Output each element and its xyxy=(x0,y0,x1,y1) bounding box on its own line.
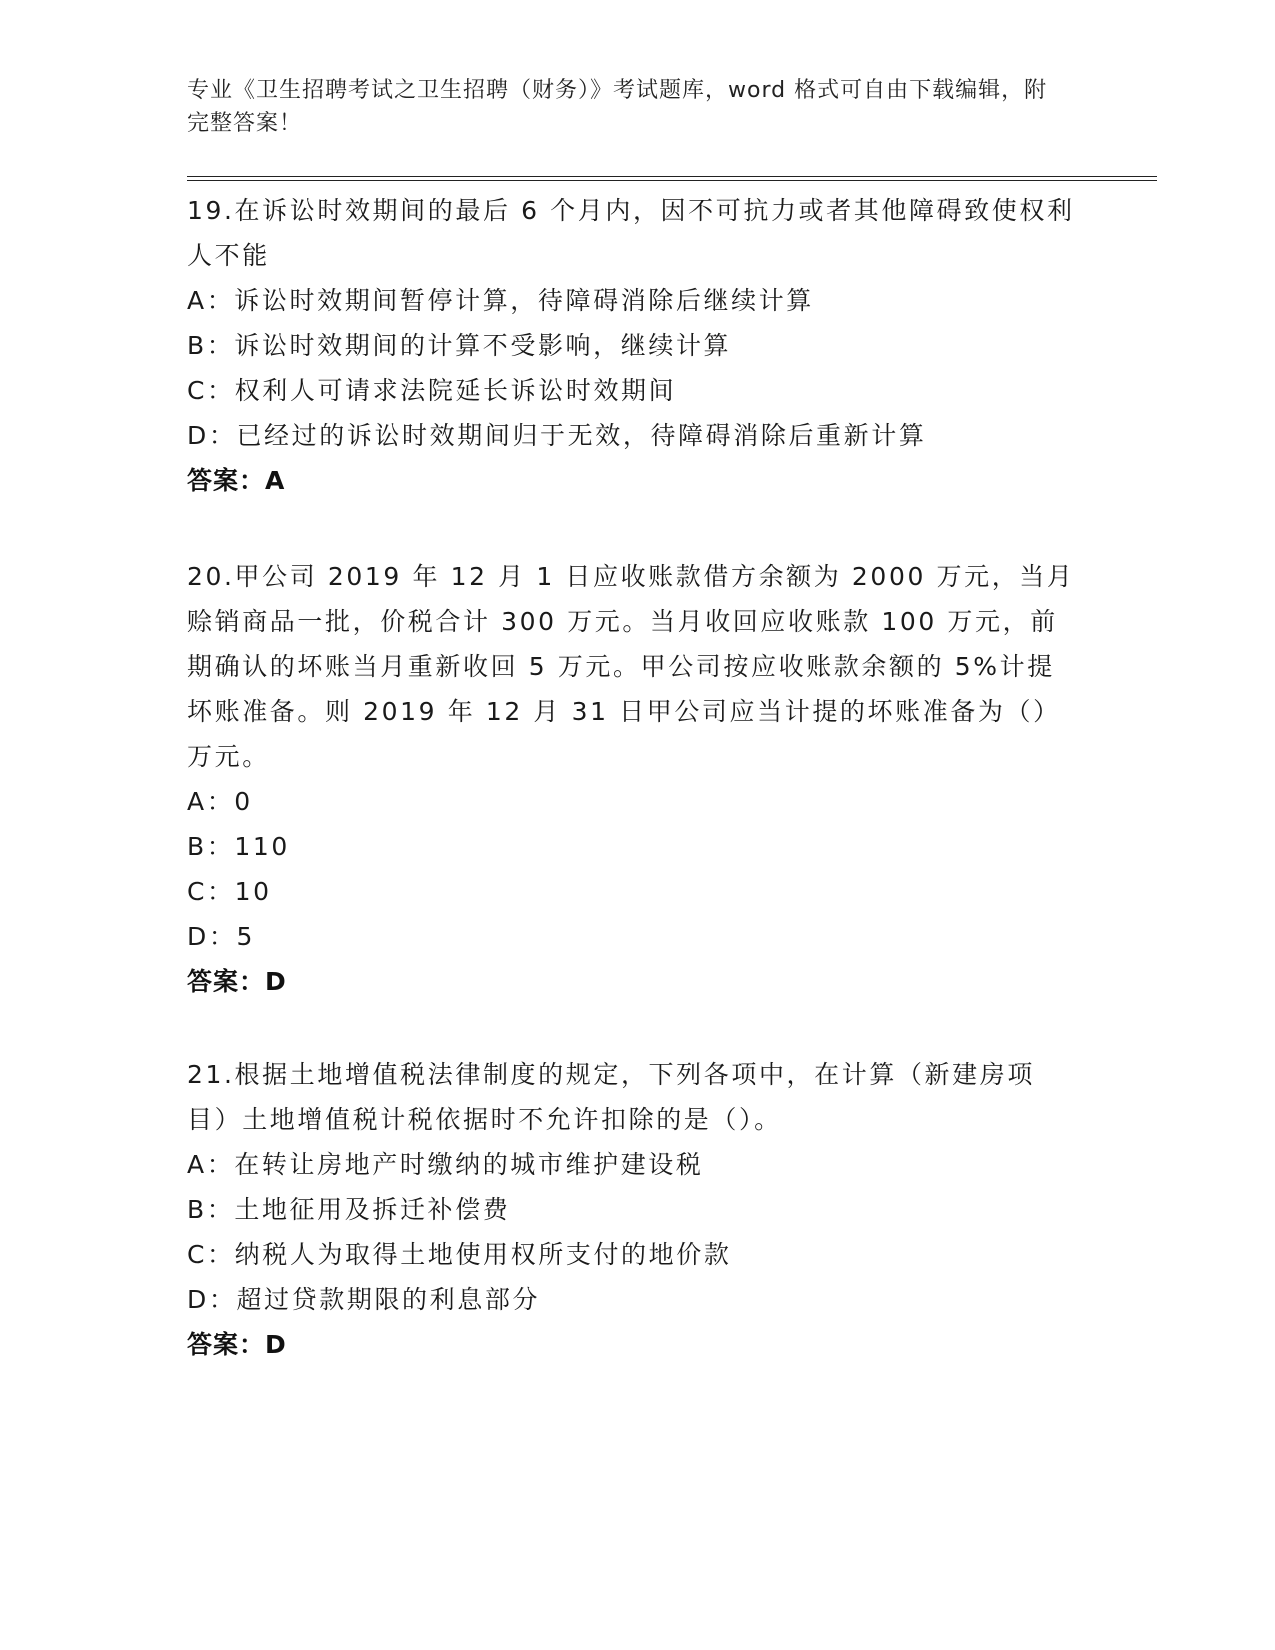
document-header: 专业《卫生招聘考试之卫生招聘（财务）》考试题库，word 格式可自由下载编辑，附完整答案！ xyxy=(187,78,1048,136)
question-21 xyxy=(187,1052,1077,1367)
option-a: A：0 xyxy=(187,787,253,816)
question-stem: 20.甲公司 2019 年 12 月 1 日应收账款借方余额为 2000 万元，当月赊销商品一批，价税合计 300 万元。当月收回应收账款 100 万元，前期确认的坏账当月重新收回 5 万元。甲公司按应收账款余额的 5%计提坏账准备。则 2019 年 12 月 31 日甲公司应当计提的坏账准备为（）万元。 xyxy=(187,562,1075,771)
question-19 xyxy=(187,188,1077,503)
option-a: A：诉讼时效期间暂停计算，待障碍消除后继续计算 xyxy=(187,286,814,315)
option-c: C：纳税人为取得土地使用权所支付的地价款 xyxy=(187,1240,732,1269)
option-c: C：10 xyxy=(187,877,272,906)
option-c: C：权利人可请求法院延长诉讼时效期间 xyxy=(187,376,677,405)
option-d: D：已经过的诉讼时效期间归于无效，待障碍消除后重新计算 xyxy=(187,421,927,450)
header-divider xyxy=(187,176,1157,181)
option-b: B：土地征用及拆迁补偿费 xyxy=(187,1195,511,1224)
option-d: D：超过贷款期限的利息部分 xyxy=(187,1285,541,1314)
answer-line: 答案：D xyxy=(187,1330,287,1359)
option-b: B：诉讼时效期间的计算不受影响，继续计算 xyxy=(187,331,732,360)
question-stem: 21.根据土地增值税法律制度的规定，下列各项中，在计算（新建房项目）土地增值税计税依据时不允许扣除的是（）。 xyxy=(187,1060,1035,1134)
option-a: A：在转让房地产时缴纳的城市维护建设税 xyxy=(187,1150,704,1179)
option-b: B：110 xyxy=(187,832,290,861)
question-20 xyxy=(187,554,1077,1004)
question-stem: 19.在诉讼时效期间的最后 6 个月内，因不可抗力或者其他障碍致使权利人不能 xyxy=(187,196,1075,270)
option-d: D：5 xyxy=(187,922,255,951)
answer-line: 答案：A xyxy=(187,466,286,495)
answer-line: 答案：D xyxy=(187,967,287,996)
